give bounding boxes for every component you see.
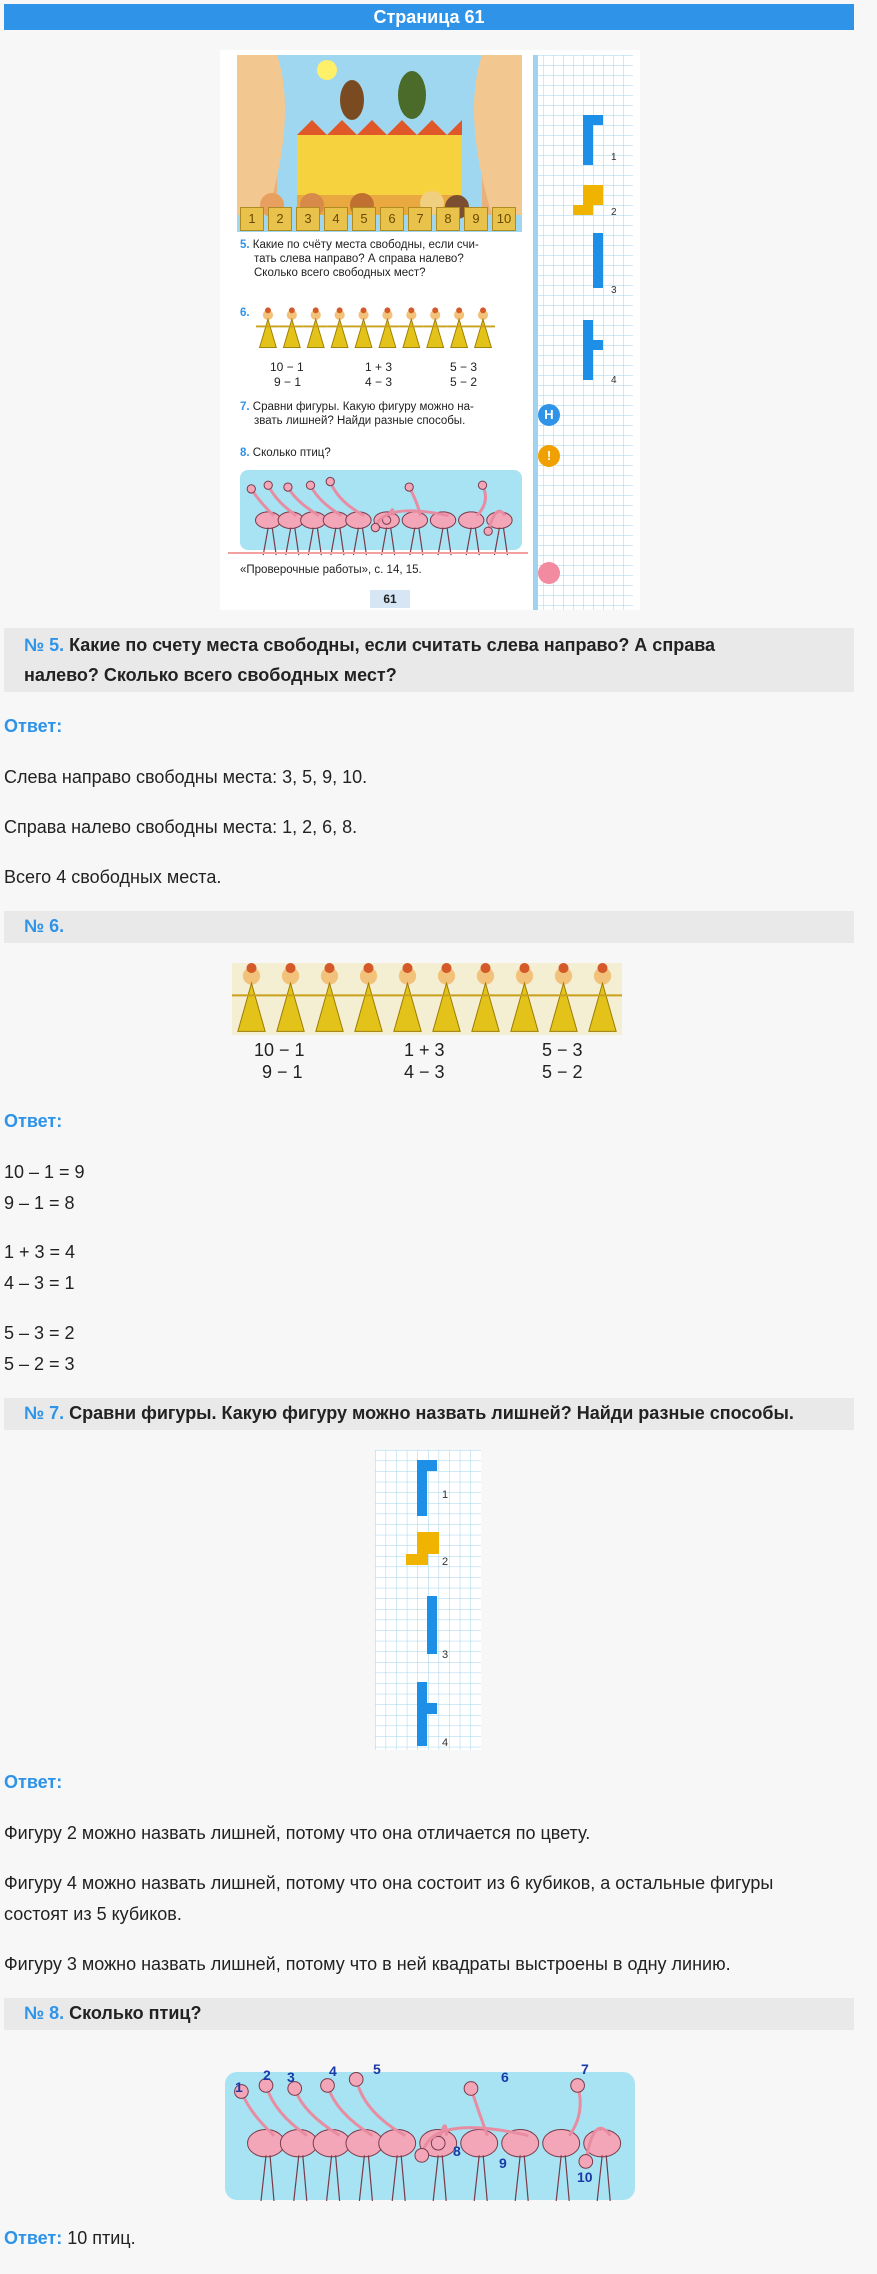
- book-task-6-number: 6.: [240, 307, 250, 319]
- question-8-answer-label: Ответ:: [4, 2228, 63, 2248]
- expression: 10 − 1: [254, 1040, 305, 1060]
- bird-number-label: 10: [577, 2169, 593, 2185]
- question-7-answer-line: Фигуру 2 можно назвать лишней, потому что она отличается по цвету.: [4, 1823, 591, 1843]
- figure-3: [427, 1596, 437, 1654]
- expression: 5 − 2: [542, 1062, 583, 1082]
- book-task-5-line-3: Сколько всего свободных мест?: [254, 267, 426, 279]
- question-5-text-line-1: Какие по счету места свободны, если считать слева направо? А справа: [69, 635, 716, 655]
- expression: 5 − 3: [542, 1040, 583, 1060]
- doll-figure: [423, 307, 447, 347]
- figure-label: 3: [442, 1649, 449, 1661]
- book-expr: 10 − 1: [270, 360, 304, 374]
- textbook-page-image: [220, 50, 640, 610]
- doll-figure: [352, 307, 376, 347]
- warning-circle-icon: !: [538, 445, 560, 467]
- book-task-7: [240, 400, 474, 428]
- bird-number-label: 2: [263, 2067, 271, 2083]
- question-6-answer-line: 5 – 2 = 3: [4, 1354, 75, 1374]
- figure-label: 2: [442, 1556, 449, 1568]
- question-7-answer-line: Фигуру 3 можно назвать лишней, потому что в ней квадраты выстроены в одну линию.: [4, 1954, 731, 1974]
- book-task-8-text: Сколько птиц?: [252, 447, 331, 459]
- question-5-answer-line: Слева направо свободны места: 3, 5, 9, 10.: [4, 767, 368, 787]
- book-task-5-line-1: Какие по счёту места свободны, если счи-: [252, 239, 479, 251]
- doll-figure: [280, 307, 304, 347]
- figures-grid: [375, 1450, 481, 1750]
- bird-number-label: 9: [499, 2155, 507, 2171]
- doll-figure: [256, 307, 280, 347]
- question-8-text: Сколько птиц?: [69, 2003, 202, 2023]
- figure-label: 1: [611, 152, 617, 163]
- doll-figure: [471, 307, 495, 347]
- figure-label: 3: [611, 285, 617, 296]
- seat-number: 7: [408, 207, 432, 231]
- figure-label: 2: [611, 207, 617, 218]
- book-task-8: [240, 446, 331, 460]
- question-7-text: Сравни фигуры. Какую фигуру можно назвать лишней? Найди разные способы.: [69, 1403, 794, 1423]
- expression: 1 + 3: [404, 1040, 445, 1060]
- flamingos-illustration-small: [240, 465, 522, 557]
- question-7-answer-line: Фигуру 4 можно назвать лишней, потому что она состоит из 6 кубиков, а остальные фигуры: [4, 1873, 774, 1893]
- footer-divider: [228, 552, 528, 554]
- doll-figure: [328, 307, 352, 347]
- bird-number-label: 4: [329, 2063, 337, 2079]
- bird-number-label: 5: [373, 2061, 381, 2077]
- test-circle-icon: [538, 562, 560, 584]
- seat-number: 1: [240, 207, 264, 231]
- seat-numbers-row: [240, 207, 522, 231]
- dolls-row: [232, 963, 622, 1035]
- bird-number-label: 8: [453, 2143, 461, 2159]
- book-footnote: «Проверочные работы», с. 14, 15.: [240, 564, 422, 576]
- page-banner: Страница 61: [4, 4, 854, 30]
- seat-number: 6: [380, 207, 404, 231]
- bird-number-label: 3: [287, 2069, 295, 2085]
- flamingos-illustration: [225, 2052, 635, 2204]
- expression: 4 − 3: [404, 1062, 445, 1082]
- seat-number: 2: [268, 207, 292, 231]
- question-6-answer-line: 10 – 1 = 9: [4, 1162, 85, 1182]
- book-task-5-number: 5.: [240, 239, 250, 251]
- book-task-8-number: 8.: [240, 447, 250, 459]
- question-8-answer: [4, 2228, 136, 2249]
- doll-figure: [375, 307, 399, 347]
- question-6-expressions: [232, 1040, 622, 1086]
- figure-label: 4: [442, 1737, 449, 1749]
- question-6-answer-line: 5 – 3 = 2: [4, 1323, 75, 1343]
- book-task-7-number: 7.: [240, 401, 250, 413]
- question-5-answer-label: Ответ:: [4, 716, 63, 736]
- question-7-answer-line: состоят из 5 кубиков.: [4, 1904, 182, 1924]
- book-expr: 1 + 3: [365, 360, 393, 374]
- bird-number-label: 7: [581, 2061, 589, 2077]
- figures-grid-strip: [533, 55, 633, 610]
- book-task-7-line-2: звать лишней? Найди разные способы.: [254, 415, 466, 427]
- doll-figure: [304, 307, 328, 347]
- doll-figure: [399, 307, 423, 347]
- seat-number: 3: [296, 207, 320, 231]
- book-task-5-line-2: тать слева направо? А справа налево?: [254, 253, 464, 265]
- question-8-answer-value: 10 птиц.: [62, 2228, 136, 2248]
- question-6-answer-line: 1 + 3 = 4: [4, 1242, 76, 1262]
- question-7-answer-label: Ответ:: [4, 1772, 63, 1792]
- question-6-number: № 6.: [24, 916, 65, 936]
- seat-number: 5: [352, 207, 376, 231]
- question-6-answer-line: 9 – 1 = 8: [4, 1193, 75, 1213]
- figure-3-small: [593, 233, 603, 288]
- question-5-answer-line: Всего 4 свободных места.: [4, 867, 222, 887]
- book-task-5: [240, 238, 479, 280]
- question-5-text-line-2: налево? Сколько всего свободных мест?: [24, 665, 397, 685]
- book-task-7-line-1: Сравни фигуры. Какую фигуру можно на-: [252, 401, 474, 413]
- bird-number-label: 1: [235, 2079, 243, 2095]
- question-7-header: [4, 1398, 854, 1430]
- theatre-illustration: [237, 55, 522, 232]
- bird-number-label: 6: [501, 2069, 509, 2085]
- expression: 9 − 1: [262, 1062, 303, 1082]
- seat-number: 4: [324, 207, 348, 231]
- book-page-number: 61: [370, 590, 410, 608]
- question-6-answer-line: 4 – 3 = 1: [4, 1273, 75, 1293]
- book-expr: 5 − 2: [450, 375, 478, 389]
- question-5-number: № 5.: [24, 635, 65, 655]
- seat-number: 8: [436, 207, 460, 231]
- question-6-header: [4, 911, 854, 943]
- question-6-answer-label: Ответ:: [4, 1111, 63, 1131]
- question-8-number: № 8.: [24, 2003, 65, 2023]
- figure-label: 1: [442, 1489, 449, 1501]
- book-expr: 9 − 1: [274, 375, 302, 389]
- seat-number: 10: [492, 207, 516, 231]
- hint-circle-icon: Н: [538, 404, 560, 426]
- book-expr: 5 − 3: [450, 360, 478, 374]
- question-5-header: [4, 628, 854, 692]
- figure-label: 4: [611, 375, 617, 386]
- book-expr: 4 − 3: [365, 375, 393, 389]
- doll-figure: [447, 307, 471, 347]
- question-8-header: [4, 1998, 854, 2030]
- seat-number: 9: [464, 207, 488, 231]
- question-5-answer-line: Справа налево свободны места: 1, 2, 6, 8.: [4, 817, 358, 837]
- question-7-number: № 7.: [24, 1403, 65, 1423]
- dolls-row-small: [256, 306, 510, 351]
